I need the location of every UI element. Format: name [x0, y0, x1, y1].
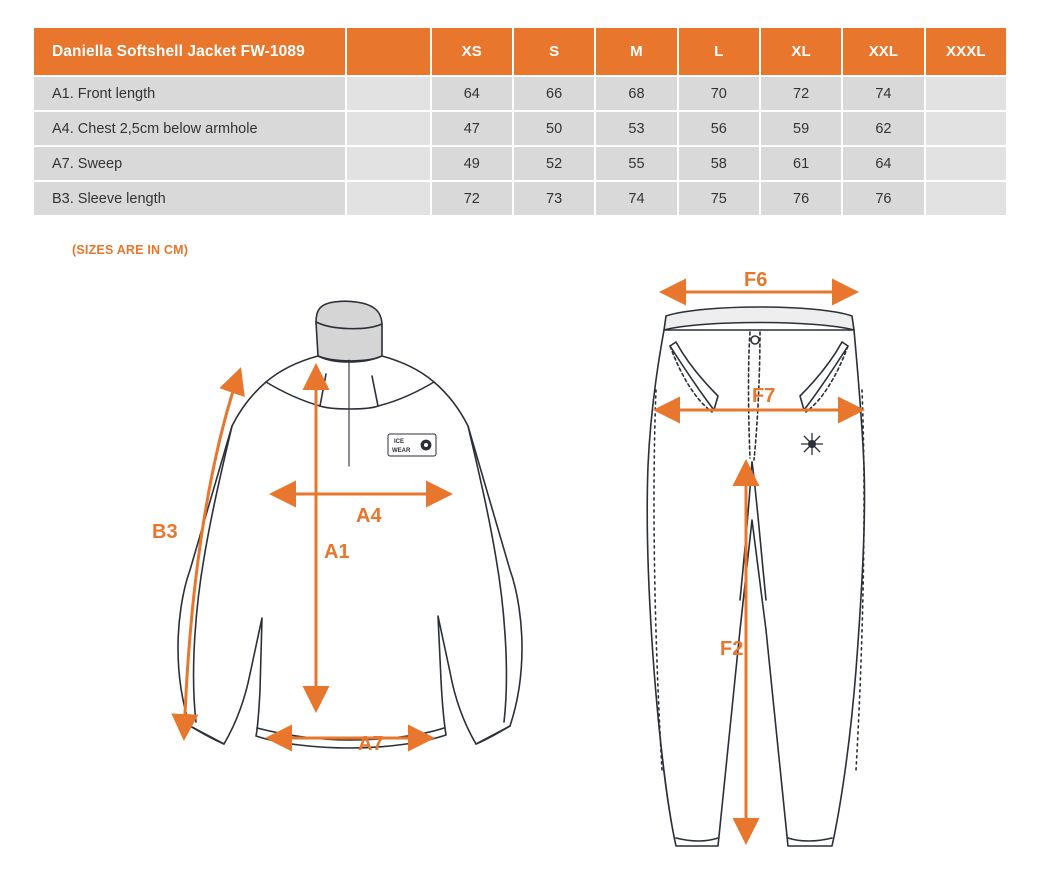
row-label-b3: B3. Sleeve length: [33, 181, 346, 216]
cell-a1-xxxl: [925, 76, 1007, 111]
cell-b3-l: 75: [678, 181, 760, 216]
row-label-a7: A7. Sweep: [33, 146, 346, 181]
cell-a7-xxxl: [925, 146, 1007, 181]
cell-b3-xl: 76: [760, 181, 842, 216]
table-header: [33, 27, 1007, 76]
snowflake-logo-icon: [801, 433, 823, 455]
cell-a1-xxl: 74: [842, 76, 924, 111]
cell-a4-xs: 47: [431, 111, 513, 146]
brand-logo-icon: [388, 434, 436, 456]
table-title: Daniella Softshell Jacket FW-1089: [33, 27, 346, 76]
label-a1: A1: [324, 541, 350, 563]
cell-a4-xxxl: [925, 111, 1007, 146]
jacket-outline: [178, 301, 522, 748]
table-row: [33, 181, 1007, 216]
cell-a4-l: 56: [678, 111, 760, 146]
cell-a4-s: 50: [513, 111, 595, 146]
cell-a1-m: 68: [595, 76, 677, 111]
table-column-s: S: [513, 27, 595, 76]
table-header-row: [33, 27, 1007, 76]
label-a4: A4: [356, 505, 382, 527]
cell-a4-xxl: 62: [842, 111, 924, 146]
cell-b3-xs: 72: [431, 181, 513, 216]
cell-b3-xxxl: [925, 181, 1007, 216]
cell-a7-xxl: 64: [842, 146, 924, 181]
table-header-spacer: [346, 27, 430, 76]
table-row: [33, 76, 1007, 111]
label-b3: B3: [152, 521, 178, 543]
softshell-jacket-diagram: [120, 270, 560, 790]
cell-a4-m: 53: [595, 111, 677, 146]
table-column-xxxl: XXXL: [925, 27, 1007, 76]
pants-diagram: [600, 270, 920, 880]
table-row: [33, 111, 1007, 146]
label-a7: A7: [358, 733, 384, 755]
table-row: [33, 146, 1007, 181]
table-body: [33, 76, 1007, 216]
cell-b3-m: 74: [595, 181, 677, 216]
size-chart-table: [32, 26, 1008, 217]
cell-a7-xs: 49: [431, 146, 513, 181]
row-spacer: [346, 146, 430, 181]
table-column-xs: XS: [431, 27, 513, 76]
row-spacer: [346, 181, 430, 216]
label-f2: F2: [720, 638, 744, 660]
units-note: (SIZES ARE IN CM): [72, 243, 189, 257]
row-spacer: [346, 76, 430, 111]
cell-a1-xs: 64: [431, 76, 513, 111]
row-label-a4: A4. Chest 2,5cm below armhole: [33, 111, 346, 146]
cell-a1-l: 70: [678, 76, 760, 111]
cell-a1-xl: 72: [760, 76, 842, 111]
cell-a1-s: 66: [513, 76, 595, 111]
svg-text:WEAR: WEAR: [392, 448, 411, 454]
cell-a7-xl: 61: [760, 146, 842, 181]
table-column-m: M: [595, 27, 677, 76]
svg-text:ICE: ICE: [394, 439, 405, 445]
cell-b3-s: 73: [513, 181, 595, 216]
cell-a4-xl: 59: [760, 111, 842, 146]
label-f6: F6: [744, 270, 768, 291]
cell-a7-s: 52: [513, 146, 595, 181]
cell-a7-m: 55: [595, 146, 677, 181]
table-column-l: L: [678, 27, 760, 76]
table-column-xxl: XXL: [842, 27, 924, 76]
cell-b3-xxl: 76: [842, 181, 924, 216]
cell-a7-l: 58: [678, 146, 760, 181]
figures-area: [0, 270, 1039, 890]
row-spacer: [346, 111, 430, 146]
size-chart-table-wrapper: [32, 26, 1008, 217]
row-label-a1: A1. Front length: [33, 76, 346, 111]
table-column-xl: XL: [760, 27, 842, 76]
label-f7: F7: [752, 385, 776, 407]
